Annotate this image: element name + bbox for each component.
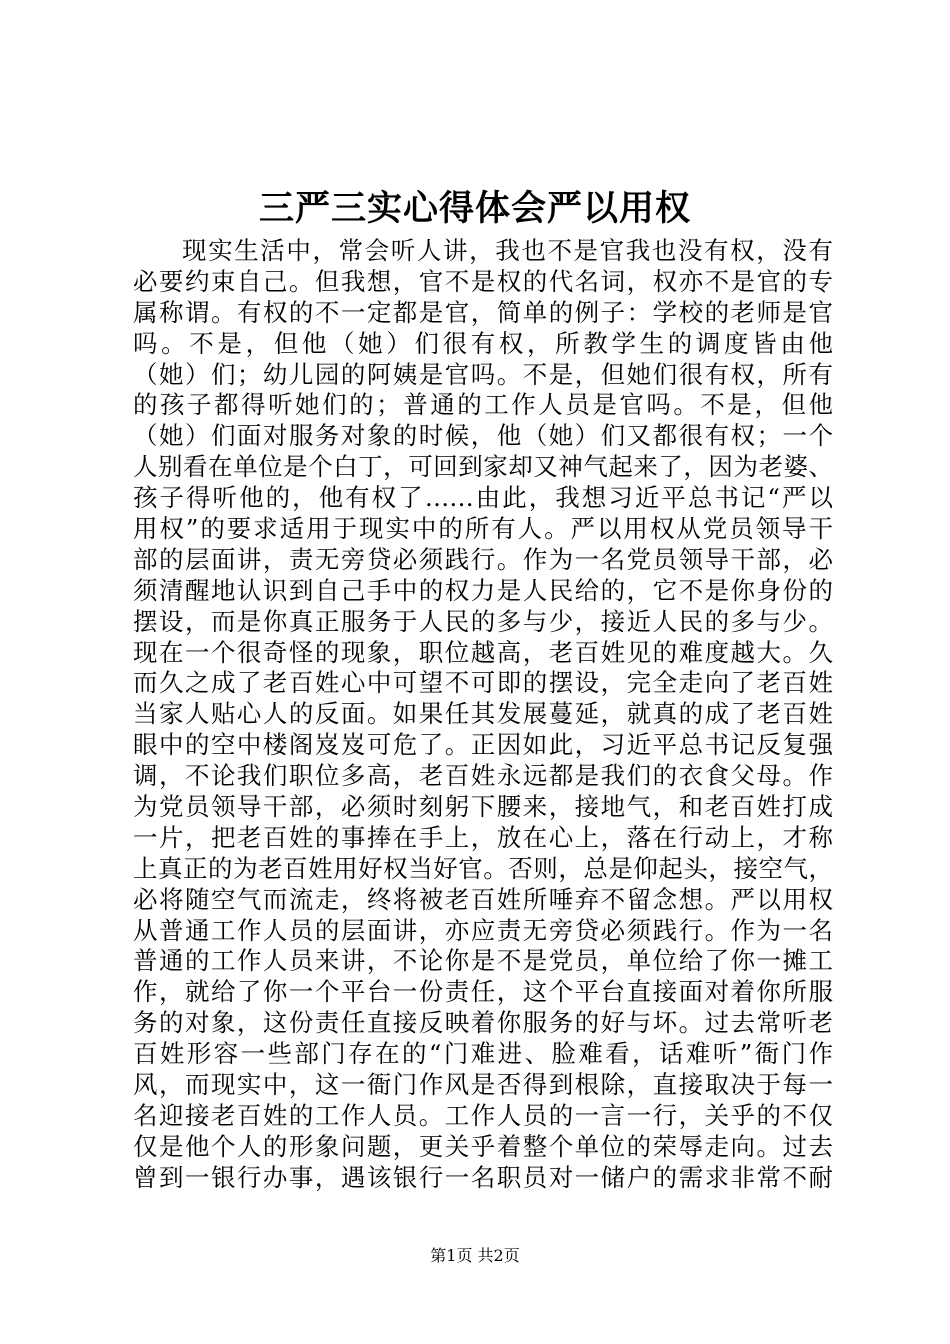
body-line: （她）们面对服务对象的时候，他（她）们又都很有权；一个 bbox=[133, 421, 833, 451]
body-line: 的孩子都得听她们的；普通的工作人员是官吗。不是，但他 bbox=[133, 390, 833, 420]
body-line: 必将随空气而流走，终将被老百姓所唾弃不留念想。严以用权 bbox=[133, 884, 833, 914]
body-line: 孩子得听他的，他有权了……由此，我想习近平总书记“严以 bbox=[133, 483, 833, 513]
body-line: 仅是他个人的形象问题，更关乎着整个单位的荣辱走向。过去 bbox=[133, 1131, 833, 1161]
body-line: 风，而现实中，这一衙门作风是否得到根除，直接取决于每一 bbox=[133, 1070, 833, 1100]
body-line: 用权”的要求适用于现实中的所有人。严以用权从党员领导干 bbox=[133, 514, 833, 544]
body-line: 人别看在单位是个白丁，可回到家却又神气起来了，因为老婆、 bbox=[133, 452, 833, 482]
body-line: 当家人贴心人的反面。如果任其发展蔓延，就真的成了老百姓 bbox=[133, 699, 833, 729]
body-line: 为党员领导干部，必须时刻躬下腰来，接地气，和老百姓打成 bbox=[133, 792, 833, 822]
body-line: 现在一个很奇怪的现象，职位越高，老百姓见的难度越大。久 bbox=[133, 637, 833, 667]
body-line: 须清醒地认识到自己手中的权力是人民给的，它不是你身份的 bbox=[133, 575, 833, 605]
body-line: 上真正的为老百姓用好权当好官。否则，总是仰起头，接空气， bbox=[133, 853, 833, 883]
body-line: 一片，把老百姓的事捧在手上，放在心上，落在行动上，才称 bbox=[133, 822, 833, 852]
body-line: 名迎接老百姓的工作人员。工作人员的一言一行，关乎的不仅 bbox=[133, 1100, 833, 1130]
body-line: 作，就给了你一个平台一份责任，这个平台直接面对着你所服 bbox=[133, 977, 833, 1007]
body-line: 百姓形容一些部门存在的“门难进、脸难看，话难听”衙门作 bbox=[133, 1039, 833, 1069]
body-line: 调，不论我们职位多高，老百姓永远都是我们的衣食父母。作 bbox=[133, 761, 833, 791]
body-line: 吗。不是，但他（她）们很有权，所教学生的调度皆由他 bbox=[133, 328, 833, 358]
body-line: 属称谓。有权的不一定都是官，简单的例子：学校的老师是官 bbox=[133, 297, 833, 327]
body-line: 眼中的空中楼阁岌岌可危了。正因如此，习近平总书记反复强 bbox=[133, 730, 833, 760]
document-title: 三严三实心得体会严以用权 bbox=[258, 188, 691, 229]
page-footer: 第1页 共2页 bbox=[430, 1246, 520, 1265]
body-line: 现实生活中，常会听人讲，我也不是官我也没有权，没有 bbox=[182, 236, 833, 265]
body-line: （她）们；幼儿园的阿姨是官吗。不是，但她们很有权，所有 bbox=[133, 359, 833, 389]
body-line: 摆设，而是你真正服务于人民的多与少，接近人民的多与少。 bbox=[133, 606, 833, 636]
body-line: 从普通工作人员的层面讲，亦应责无旁贷必须践行。作为一名 bbox=[133, 915, 833, 945]
body-line: 部的层面讲，责无旁贷必须践行。作为一名党员领导干部，必 bbox=[133, 544, 833, 574]
body-line: 必要约束自己。但我想，官不是权的代名词，权亦不是官的专 bbox=[133, 266, 833, 296]
body-line: 普通的工作人员来讲，不论你是不是党员，单位给了你一摊工 bbox=[133, 946, 833, 976]
body-line: 务的对象，这份责任直接反映着你服务的好与坏。过去常听老 bbox=[133, 1008, 833, 1038]
body-line: 曾到一银行办事，遇该银行一名职员对一储户的需求非常不耐 bbox=[133, 1162, 833, 1192]
body-line: 而久之成了老百姓心中可望不可即的摆设，完全走向了老百姓 bbox=[133, 668, 833, 698]
document-body bbox=[133, 236, 833, 1194]
